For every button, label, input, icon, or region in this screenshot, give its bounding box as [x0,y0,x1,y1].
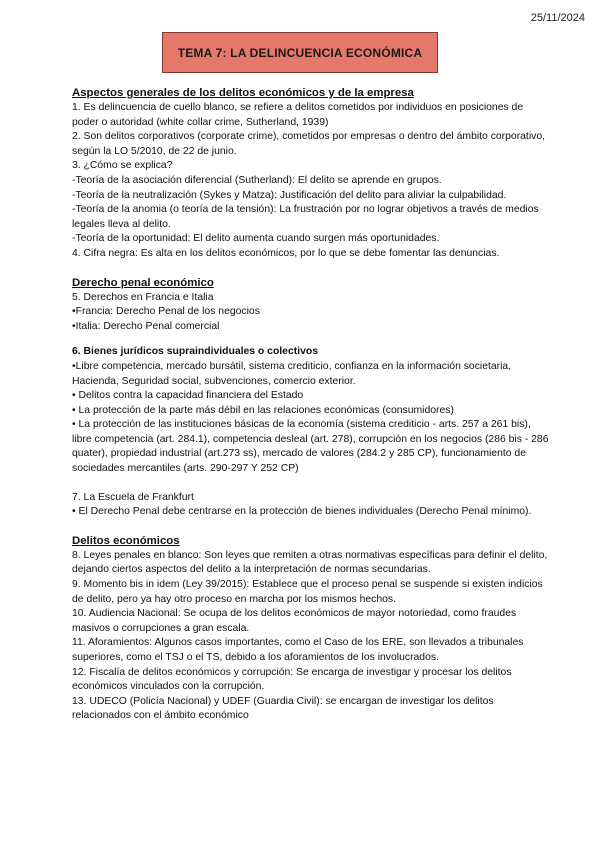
section-bienes-juridicos [72,345,552,476]
paragraph: 11. Aforamientos: Algunos casos importantes, como el Caso de los ERE, son llevados a tribunales superiores, como el TSJ o el TS, debido a los aforamientos de los involucrados. [72,637,524,663]
paragraph: 5. Derechos en Francia e Italia [72,291,214,303]
document-date: 25/11/2024 [530,12,585,24]
paragraph: 13. UDECO (Policía Nacional) y UDEF (Guardia Civil): se encargan de investigar los delitos relacionados con el ámbito económico [72,695,494,722]
paragraph: 8. Leyes penales en blanco: Son leyes que remiten a otras normativas específicas para definir el delito, dejando ciertos aspectos del delito a la interpretación de normas secundarias. [72,549,548,576]
section-heading: Derecho penal económico [72,276,214,289]
paragraph: • El Derecho Penal debe centrarse en la protección de bienes individuales (Derecho Penal mínimo). [72,506,532,518]
paragraph: -Teoría de la oportunidad: El delito aumenta cuando surgen más oportunidades. [72,233,440,245]
paragraph: 1. Es delincuencia de cuello blanco, se refiere a delitos cometidos por individuos en posiciones de poder o autoridad (white collar crime, Sutherland, 1939) [72,102,524,128]
section-delitos-economicos [72,534,552,724]
paragraph: -Teoría de la neutralización (Sykes y Matza): Justificación del delito para aliviar la culpabilidad. [72,189,507,201]
paragraph: • Delitos contra la capacidad financiera del Estado [72,390,304,402]
paragraph: 10. Audiencia Nacional: Se ocupa de los delitos económicos de mayor notoriedad, como fraudes masivos o corrupciones a gran escala. [72,608,517,634]
document-body [72,86,552,724]
section-heading: Aspectos generales de los delitos económicos y de la empresa [72,87,414,99]
page-title-box [162,32,438,73]
paragraph: 9. Momento bis in idem (Ley 39/2015): Establece que el proceso penal se suspende si existen indicios de delito, pero ya hay otro proceso en marcha por los mismos hechos. [72,579,543,605]
section-derecho-penal [72,276,552,335]
page-title: TEMA 7: LA DELINCUENCIA ECONÓMICA [177,45,423,60]
paragraph: 4. Cifra negra: Es alta en los delitos económicos, por lo que se debe fomentar las denuncias. [72,247,500,259]
paragraph: • La protección de la parte más débil en las relaciones económicas (consumidores) [72,404,454,416]
section-heading: 6. Bienes jurídicos supraindividuales o colectivos [72,346,318,358]
paragraph: •Francia: Derecho Penal de los negocios [72,306,260,318]
paragraph: 3. ¿Cómo se explica? [72,160,173,172]
paragraph: 7. La Escuela de Frankfurt [72,491,194,503]
paragraph: 2. Son delitos corporativos (corporate crime), cometidos por empresas o dentro del ámbito corporativo, según la LO 5/2010, de 22 de junio. [72,131,545,157]
section-heading: Delitos económicos [72,534,180,547]
section-escuela-frankfurt [72,491,552,520]
section-aspectos-generales [72,86,552,262]
paragraph: •Italia: Derecho Penal comercial [72,320,220,332]
paragraph: -Teoría de la asociación diferencial (Sutherland): El delito se aprende en grupos. [72,174,442,186]
paragraph: 12. Fiscalía de delitos económicos y corrupción: Se encarga de investigar y procesar los delitos económicos vinculados con la corrupción. [72,666,512,693]
paragraph: -Teoría de la anomia (o teoría de la tensión): La frustración por no lograr objetivos a través de medios legales lleva al delito. [72,204,539,230]
paragraph: • La protección de las instituciones básicas de la economía (sistema crediticio - arts. 257 a 261 bis), libre competencia (art. 284.1), competencia desleal (art. 278), corrupción en los negocios (286 bis - 286 quater), propiedad industrial (art.273 ss), mercado de valores (284.2 y 285 CP), funcionamiento de sociedades mercantiles (arts. 290-297 Y 252 CP) [72,419,549,475]
paragraph: •Libre competencia, mercado bursátil, sistema crediticio, confianza en la información societaria, Hacienda, Seguridad social, subvenciones, comercio exterior. [72,360,512,387]
